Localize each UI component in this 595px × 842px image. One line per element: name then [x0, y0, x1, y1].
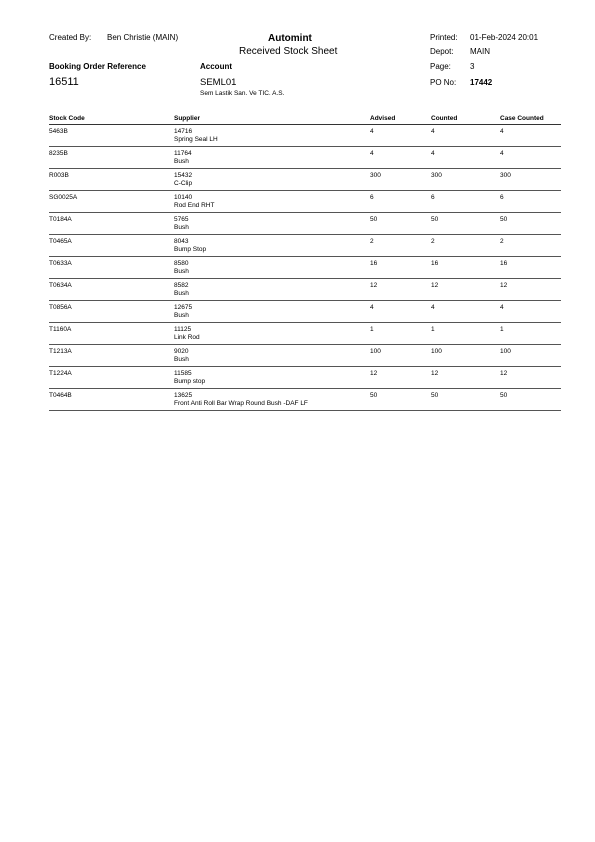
row-divider — [49, 256, 561, 257]
cell-counted: 4 — [431, 304, 435, 311]
cell-description: Spring Seal LH — [174, 136, 218, 143]
cell-stock-code: SG0025A — [49, 194, 78, 201]
cell-advised: 12 — [370, 370, 378, 377]
booking-order-value: 16511 — [49, 76, 79, 88]
cell-description: Bush — [174, 268, 189, 275]
cell-description: Bush — [174, 224, 189, 231]
created-by-label: Created By: — [49, 33, 92, 42]
printed-value: 01-Feb-2024 20:01 — [470, 33, 539, 42]
cell-supplier: 11585 — [174, 370, 192, 377]
sheet-title: Received Stock Sheet — [239, 46, 338, 57]
created-by-value: Ben Christie (MAIN) — [107, 33, 179, 42]
row-divider — [49, 410, 561, 411]
cell-advised: 2 — [370, 238, 374, 245]
cell-counted: 4 — [431, 128, 435, 135]
cell-description: Bump stop — [174, 378, 206, 385]
cell-case-counted: 100 — [500, 348, 511, 355]
cell-stock-code: R003B — [49, 172, 69, 179]
cell-case-counted: 300 — [500, 172, 511, 179]
col-header-case-counted: Case Counted — [500, 115, 544, 122]
booking-order-label: Booking Order Reference — [49, 62, 146, 71]
cell-supplier: 13625 — [174, 392, 193, 399]
cell-supplier: 9020 — [174, 348, 189, 355]
cell-stock-code: T0464B — [49, 392, 72, 399]
row-divider — [49, 322, 561, 323]
cell-description: Bump Stop — [174, 246, 207, 253]
cell-advised: 300 — [370, 172, 381, 179]
cell-supplier: 5765 — [174, 216, 189, 223]
cell-advised: 4 — [370, 150, 374, 157]
account-code: SEML01 — [200, 77, 237, 88]
cell-stock-code: 5463B — [49, 128, 68, 135]
cell-stock-code: T1224A — [49, 370, 72, 377]
cell-case-counted: 1 — [500, 326, 504, 333]
cell-counted: 16 — [431, 260, 439, 267]
cell-description: Front Anti Roll Bar Wrap Round Bush -DAF LF — [174, 400, 308, 407]
cell-stock-code: T1160A — [49, 326, 72, 333]
cell-supplier: 11764 — [174, 150, 192, 157]
cell-description: Link Rod — [174, 334, 200, 341]
cell-advised: 4 — [370, 128, 374, 135]
cell-counted: 50 — [431, 216, 439, 223]
cell-stock-code: T1213A — [49, 348, 72, 355]
cell-case-counted: 50 — [500, 392, 508, 399]
cell-stock-code: T0184A — [49, 216, 72, 223]
cell-case-counted: 16 — [500, 260, 508, 267]
cell-case-counted: 2 — [500, 238, 504, 245]
cell-advised: 6 — [370, 194, 374, 201]
cell-stock-code: T0633A — [49, 260, 72, 267]
cell-case-counted: 12 — [500, 282, 508, 289]
company-name: Automint — [268, 33, 312, 44]
row-divider — [49, 278, 561, 279]
cell-stock-code: T0465A — [49, 238, 72, 245]
cell-stock-code: T0856A — [49, 304, 72, 311]
po-label: PO No: — [430, 78, 457, 87]
cell-advised: 50 — [370, 216, 378, 223]
row-divider — [49, 234, 561, 235]
cell-counted: 300 — [431, 172, 442, 179]
depot-label: Depot: — [430, 47, 454, 56]
row-divider — [49, 300, 561, 301]
cell-supplier: 8580 — [174, 260, 189, 267]
depot-value: MAIN — [470, 47, 490, 56]
cell-counted: 4 — [431, 150, 435, 157]
row-divider — [49, 146, 561, 147]
cell-stock-code: 8235B — [49, 150, 68, 157]
cell-counted: 50 — [431, 392, 439, 399]
cell-counted: 6 — [431, 194, 435, 201]
header-rule — [49, 124, 561, 125]
cell-description: Bush — [174, 290, 189, 297]
cell-case-counted: 6 — [500, 194, 504, 201]
po-value: 17442 — [470, 78, 493, 87]
cell-supplier: 8582 — [174, 282, 189, 289]
cell-description: Bush — [174, 158, 189, 165]
cell-supplier: 11125 — [174, 326, 192, 333]
cell-stock-code: T0634A — [49, 282, 72, 289]
cell-advised: 4 — [370, 304, 374, 311]
cell-counted: 100 — [431, 348, 442, 355]
row-divider — [49, 366, 561, 367]
account-label: Account — [200, 62, 232, 71]
row-divider — [49, 168, 561, 169]
row-divider — [49, 344, 561, 345]
col-header-counted: Counted — [431, 115, 458, 122]
cell-supplier: 14716 — [174, 128, 193, 135]
col-header-supplier: Supplier — [174, 115, 201, 122]
cell-description: C-Clip — [174, 180, 193, 187]
cell-advised: 12 — [370, 282, 378, 289]
cell-supplier: 8043 — [174, 238, 189, 245]
cell-case-counted: 4 — [500, 150, 504, 157]
cell-advised: 16 — [370, 260, 378, 267]
cell-advised: 100 — [370, 348, 381, 355]
printed-label: Printed: — [430, 33, 458, 42]
cell-case-counted: 50 — [500, 216, 508, 223]
col-header-stock-code: Stock Code — [49, 115, 85, 122]
cell-description: Rod End RHT — [174, 202, 215, 209]
cell-case-counted: 4 — [500, 304, 504, 311]
col-header-advised: Advised — [370, 115, 396, 122]
account-name: Sem Lastik San. Ve TIC. A.S. — [200, 90, 285, 97]
cell-description: Bush — [174, 356, 189, 363]
cell-counted: 12 — [431, 282, 439, 289]
cell-advised: 1 — [370, 326, 374, 333]
row-divider — [49, 212, 561, 213]
cell-case-counted: 12 — [500, 370, 508, 377]
cell-advised: 50 — [370, 392, 378, 399]
page-label: Page: — [430, 62, 451, 71]
cell-case-counted: 4 — [500, 128, 504, 135]
cell-description: Bush — [174, 312, 189, 319]
cell-supplier: 15432 — [174, 172, 193, 179]
page-value: 3 — [470, 62, 475, 71]
cell-supplier: 12675 — [174, 304, 193, 311]
cell-counted: 2 — [431, 238, 435, 245]
cell-counted: 12 — [431, 370, 439, 377]
row-divider — [49, 190, 561, 191]
cell-supplier: 10140 — [174, 194, 193, 201]
row-divider — [49, 388, 561, 389]
cell-counted: 1 — [431, 326, 435, 333]
